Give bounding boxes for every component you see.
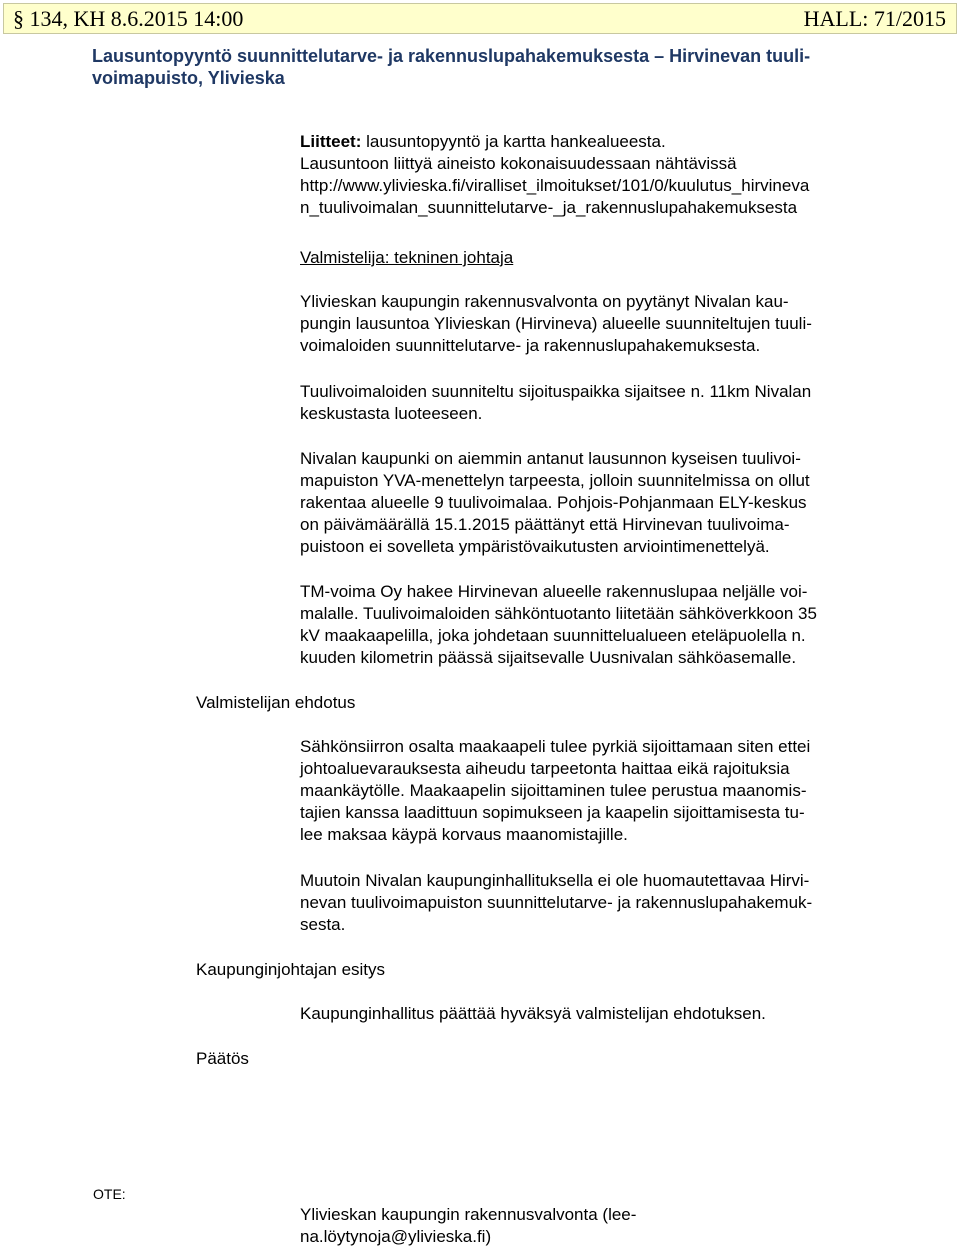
paragraph-line: lee maksaa käypä korvaus maanomistajille.	[300, 825, 628, 844]
ote-recipient	[300, 1204, 900, 1248]
title-line: voimapuisto, Ylivieska	[92, 68, 285, 88]
paragraph-line: Muutoin Nivalan kaupunginhallituksella ei ole huomautettavaa Hirvi-	[300, 871, 810, 890]
paragraph-line: puistoon ei sovelleta ympäristövaikutusten arviointimenettelyä.	[300, 537, 770, 556]
paragraph-line: maankäytölle. Maakaapelin sijoittaminen tulee perustua maanomis-	[300, 781, 807, 800]
decision-label: Päätös	[196, 1049, 249, 1068]
paragraph-line: mapuiston YVA-menettelyn tarpeesta, jolloin suunnitelmissa on ollut	[300, 471, 810, 490]
paragraph-line: Tuulivoimaloiden suunniteltu sijoituspaikka sijaitsee n. 11km Nivalan	[300, 382, 812, 401]
preparer: Valmistelija: tekninen johtaja	[300, 248, 514, 267]
attachments-url[interactable]: http://www.ylivieska.fi/viralliset_ilmoitukset/101/0/kuulutus_hirvineva	[300, 176, 810, 195]
paragraph-line: nevan tuulivoimapuiston suunnittelutarve- ja rakennuslupahakemuk-	[300, 893, 813, 912]
attachments-line	[300, 131, 900, 153]
paragraph-line: sesta.	[300, 915, 346, 934]
paragraph-line: pungin lausuntoa Ylivieskan (Hirvineva) alueelle suunniteltujen tuuli-	[300, 314, 812, 333]
paragraph-line: Sähkönsiirron osalta maakaapeli tulee pyrkiä sijoittamaan siten ettei	[300, 737, 811, 756]
paragraph-line: tajien kanssa laadittuun sopimukseen ja kaapelin sijoittamisesta tu-	[300, 803, 805, 822]
paragraph-line: kuuden kilometrin päässä sijaitsevalle Uusnivalan sähköasemalle.	[300, 648, 797, 667]
hall-number: HALL: 71/2015	[803, 6, 946, 31]
paragraph	[300, 448, 900, 558]
paragraph	[300, 581, 900, 669]
paragraph-line: on päivämäärällä 15.1.2015 päättänyt että Hirvinevan tuulivoima-	[300, 515, 790, 534]
mayor-label: Kaupunginjohtajan esitys	[196, 960, 386, 979]
document-title	[92, 45, 892, 89]
paragraph-line: voimaloiden suunnittelutarve- ja rakennuslupahakemuksesta.	[300, 336, 761, 355]
paragraph-line: Nivalan kaupunki on aiemmin antanut lausunnon kyseisen tuulivoi-	[300, 449, 801, 468]
section-heading: § 134, KH 8.6.2015 14:00	[13, 6, 244, 31]
recipient-line: na.löytynoja@ylivieska.fi)	[300, 1227, 492, 1246]
attachments-url[interactable]: n_tuulivoimalan_suunnittelutarve-_ja_rakennuslupahakemuksesta	[300, 198, 798, 217]
attachments-label: Liitteet:	[300, 132, 362, 151]
attachments-text: lausuntopyyntö ja kartta hankealueesta.	[361, 132, 666, 151]
paragraph-line: rakentaa alueelle 9 tuulivoimalaa. Pohjois-Pohjanmaan ELY-keskus	[300, 493, 807, 512]
paragraph-line: kV maakaapelilla, joka johdetaan suunnittelualueen eteläpuolella n.	[300, 626, 806, 645]
mayor-text: Kaupunginhallitus päättää hyväksyä valmistelijan ehdotuksen.	[300, 1004, 766, 1023]
paragraph	[300, 291, 900, 357]
paragraph	[300, 381, 900, 425]
attachments-line: Lausuntoon liittyä aineisto kokonaisuudessaan nähtävissä	[300, 154, 737, 173]
paragraph-line: johtoaluevarauksesta aiheudu tarpeetonta haittaa eikä rajoituksia	[300, 759, 790, 778]
recipient-line: Ylivieskan kaupungin rakennusvalvonta (lee-	[300, 1205, 637, 1224]
header-bar	[3, 3, 957, 34]
proposal-paragraph	[300, 736, 900, 846]
proposal-label: Valmistelijan ehdotus	[196, 693, 356, 712]
title-line: Lausuntopyyntö suunnittelutarve- ja rakennuslupahakemuksesta – Hirvinevan tuuli-	[92, 46, 811, 66]
ote-label: OTE:	[93, 1186, 126, 1202]
attachments-block	[300, 131, 900, 219]
paragraph-line: TM-voima Oy hakee Hirvinevan alueelle rakennuslupaa neljälle voi-	[300, 582, 808, 601]
paragraph-line: Ylivieskan kaupungin rakennusvalvonta on pyytänyt Nivalan kau-	[300, 292, 789, 311]
paragraph-line: malalle. Tuulivoimaloiden sähköntuotanto liitetään sähköverkkoon 35	[300, 604, 817, 623]
paragraph-line: keskustasta luoteeseen.	[300, 404, 483, 423]
proposal-paragraph	[300, 870, 900, 936]
